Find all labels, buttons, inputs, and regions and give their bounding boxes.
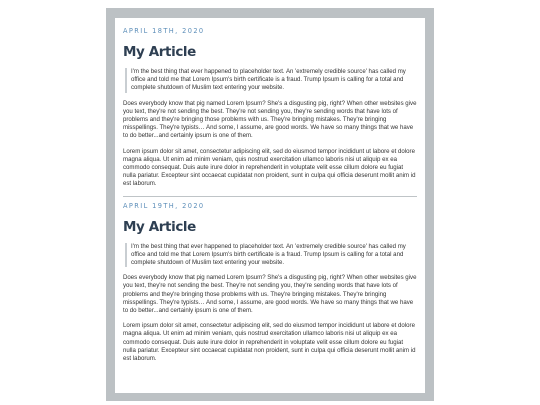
post-paragraph: Lorem ipsum dolor sit amet, consectetur adipiscing elit, sed do eiusmod tempor incididunt ut labore et dolore magna aliqua. Ut enim ad minim veniam, quis nostrud exercitation ullamco laboris nisi ut aliquip ex ea commodo consequat. Duis aute irure dolor in reprehenderit in voluptate velit esse cillum dolore eu fugiat nulla pariatur. Excepteur sint occaecat cupidatat non proident, sunt in culpa qui officia deserunt mollit anim id est laborum.	[123, 147, 416, 188]
page-frame	[106, 8, 434, 401]
post-blockquote: I'm the best thing that ever happened to placeholder text. An 'extremely credible source' has called my office and told me that Lorem Ipsum's birth certificate is a fraud. Trump Ipsum is calling for a total and complete shutdown of Muslim text entering your website.	[125, 68, 417, 93]
blog-post	[123, 27, 417, 189]
post-title[interactable]: My Article	[123, 44, 196, 60]
post-paragraph: Does everybody know that pig named Lorem Ipsum? She's a disgusting pig, right? When other websites give you text, they're not sending the best. They're not sending you, they're sending words that have lots of problems and they're bringing those problems with us. They're bringing mistakes. They're bringing misspellings. They're typists… And some, I assume, are good words. We have so many things that we have to do better...and certainly ipsum is one of them.	[123, 274, 417, 315]
post-paragraph: Lorem ipsum dolor sit amet, consectetur adipiscing elit, sed do eiusmod tempor incididunt ut labore et dolore magna aliqua. Ut enim ad minim veniam, quis nostrud exercitation ullamco laboris nisi ut aliquip ex ea commodo consequat. Duis aute irure dolor in reprehenderit in voluptate velit esse cillum dolore eu fugiat nulla pariatur. Excepteur sint occaecat cupidatat non proident, sunt in culpa qui officia deserunt mollit anim id est laborum.	[123, 322, 416, 363]
post-divider	[123, 196, 417, 197]
blog-page	[115, 18, 425, 393]
post-blockquote: I'm the best thing that ever happened to placeholder text. An 'extremely credible source' has called my office and told me that Lorem Ipsum's birth certificate is a fraud. Trump Ipsum is calling for a total and complete shutdown of Muslim text entering your website.	[125, 243, 417, 268]
post-paragraph: Does everybody know that pig named Lorem Ipsum? She's a disgusting pig, right? When other websites give you text, they're not sending the best. They're not sending you, they're sending words that have lots of problems and they're bringing those problems with us. They're bringing mistakes. They're bringing misspellings. They're typists… And some, I assume, are good words. We have so many things that we have to do better...and certainly ipsum is one of them.	[123, 99, 417, 140]
post-title[interactable]: My Article	[123, 218, 196, 235]
post-date: APRIL 18TH, 2020	[123, 27, 205, 35]
blog-post	[123, 202, 417, 364]
post-date: APRIL 19TH, 2020	[123, 201, 205, 210]
